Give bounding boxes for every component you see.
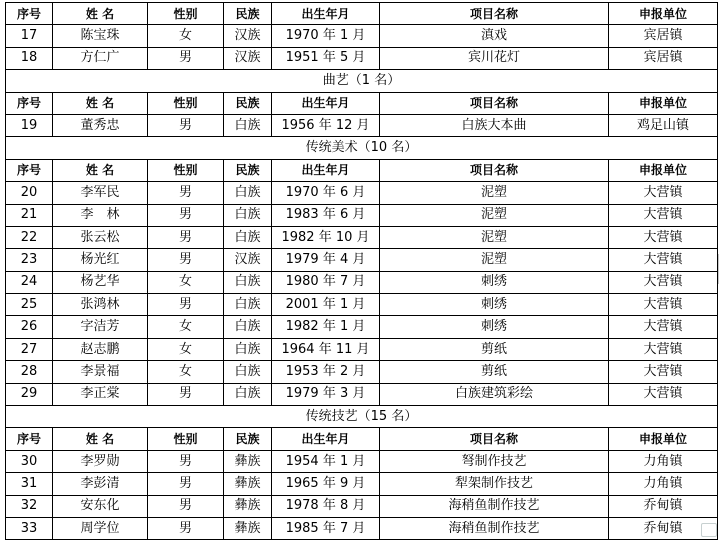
gender-cell: 男 bbox=[148, 182, 224, 204]
project-cell: 犁架制作技艺 bbox=[380, 473, 609, 495]
page-edge-marker bbox=[718, 254, 723, 284]
table-row bbox=[6, 25, 718, 47]
ethnicity-cell: 白族 bbox=[224, 226, 272, 248]
table-row bbox=[6, 47, 718, 69]
birth-header: 出生年月 bbox=[272, 428, 380, 450]
table-row bbox=[6, 338, 718, 360]
seq-header: 序号 bbox=[6, 3, 53, 25]
birth-cell: 1980 年 7 月 bbox=[272, 271, 380, 293]
name-cell: 方仁广 bbox=[53, 47, 148, 69]
name-cell: 安东化 bbox=[53, 495, 148, 517]
section-title: 传统美术（10 名） bbox=[6, 137, 718, 159]
ethnicity-header: 民族 bbox=[224, 92, 272, 114]
header-row bbox=[6, 92, 718, 114]
gender-header: 性别 bbox=[148, 428, 224, 450]
ethnicity-cell: 彝族 bbox=[224, 495, 272, 517]
table-row bbox=[6, 450, 718, 472]
name-header: 姓 名 bbox=[53, 3, 148, 25]
table-row bbox=[6, 495, 718, 517]
table-row bbox=[6, 517, 718, 539]
seq-cell: 23 bbox=[6, 249, 53, 271]
birth-cell: 1970 年 6 月 bbox=[272, 182, 380, 204]
seq-cell: 22 bbox=[6, 226, 53, 248]
gender-cell: 男 bbox=[148, 114, 224, 136]
birth-cell: 2001 年 1 月 bbox=[272, 294, 380, 316]
gender-cell: 女 bbox=[148, 316, 224, 338]
table-row bbox=[6, 114, 718, 136]
seq-cell: 28 bbox=[6, 361, 53, 383]
ethnicity-cell: 白族 bbox=[224, 271, 272, 293]
project-cell: 刺绣 bbox=[380, 316, 609, 338]
ethnicity-cell: 白族 bbox=[224, 204, 272, 226]
header-row bbox=[6, 159, 718, 181]
unit-cell: 大营镇 bbox=[609, 226, 718, 248]
gender-cell: 女 bbox=[148, 25, 224, 47]
birth-cell: 1965 年 9 月 bbox=[272, 473, 380, 495]
name-cell: 张云松 bbox=[53, 226, 148, 248]
unit-header: 申报单位 bbox=[609, 92, 718, 114]
header-row bbox=[6, 3, 718, 25]
ethnicity-cell: 白族 bbox=[224, 182, 272, 204]
unit-cell: 大营镇 bbox=[609, 182, 718, 204]
section-title: 传统技艺（15 名） bbox=[6, 406, 718, 428]
seq-cell: 18 bbox=[6, 47, 53, 69]
seq-cell: 25 bbox=[6, 294, 53, 316]
gender-cell: 女 bbox=[148, 338, 224, 360]
unit-header: 申报单位 bbox=[609, 159, 718, 181]
gender-cell: 男 bbox=[148, 450, 224, 472]
name-cell: 张鸿林 bbox=[53, 294, 148, 316]
table-row bbox=[6, 473, 718, 495]
project-cell: 刺绣 bbox=[380, 294, 609, 316]
name-header: 姓 名 bbox=[53, 92, 148, 114]
ethnicity-cell: 白族 bbox=[224, 338, 272, 360]
project-cell: 剪纸 bbox=[380, 338, 609, 360]
watermark-icon bbox=[701, 523, 717, 537]
project-cell: 剪纸 bbox=[380, 361, 609, 383]
project-cell: 泥塑 bbox=[380, 226, 609, 248]
table-row bbox=[6, 204, 718, 226]
table-row bbox=[6, 383, 718, 405]
unit-cell: 大营镇 bbox=[609, 361, 718, 383]
ethnicity-cell: 彝族 bbox=[224, 450, 272, 472]
birth-cell: 1970 年 1 月 bbox=[272, 25, 380, 47]
section-title: 曲艺（1 名） bbox=[6, 70, 718, 92]
header-row bbox=[6, 428, 718, 450]
birth-cell: 1964 年 11 月 bbox=[272, 338, 380, 360]
unit-cell: 宾居镇 bbox=[609, 47, 718, 69]
gender-header: 性别 bbox=[148, 3, 224, 25]
unit-header: 申报单位 bbox=[609, 428, 718, 450]
gender-cell: 女 bbox=[148, 361, 224, 383]
unit-cell: 乔甸镇 bbox=[609, 517, 718, 539]
ethnicity-header: 民族 bbox=[224, 159, 272, 181]
birth-cell: 1953 年 2 月 bbox=[272, 361, 380, 383]
ethnicity-cell: 彝族 bbox=[224, 473, 272, 495]
heritage-inheritors-table bbox=[5, 2, 718, 540]
birth-cell: 1979 年 3 月 bbox=[272, 383, 380, 405]
ethnicity-cell: 汉族 bbox=[224, 249, 272, 271]
project-cell: 白族大本曲 bbox=[380, 114, 609, 136]
project-cell: 滇戏 bbox=[380, 25, 609, 47]
unit-cell: 大营镇 bbox=[609, 316, 718, 338]
birth-cell: 1954 年 1 月 bbox=[272, 450, 380, 472]
project-cell: 海稍鱼制作技艺 bbox=[380, 517, 609, 539]
ethnicity-cell: 白族 bbox=[224, 383, 272, 405]
unit-cell: 大营镇 bbox=[609, 249, 718, 271]
ethnicity-cell: 彝族 bbox=[224, 517, 272, 539]
unit-cell: 鸡足山镇 bbox=[609, 114, 718, 136]
unit-cell: 大营镇 bbox=[609, 204, 718, 226]
birth-cell: 1978 年 8 月 bbox=[272, 495, 380, 517]
ethnicity-cell: 白族 bbox=[224, 316, 272, 338]
seq-header: 序号 bbox=[6, 92, 53, 114]
seq-cell: 31 bbox=[6, 473, 53, 495]
birth-cell: 1985 年 7 月 bbox=[272, 517, 380, 539]
name-cell: 李正棠 bbox=[53, 383, 148, 405]
project-cell: 泥塑 bbox=[380, 204, 609, 226]
seq-cell: 29 bbox=[6, 383, 53, 405]
unit-cell: 大营镇 bbox=[609, 294, 718, 316]
seq-cell: 24 bbox=[6, 271, 53, 293]
name-cell: 赵志鹏 bbox=[53, 338, 148, 360]
seq-cell: 19 bbox=[6, 114, 53, 136]
ethnicity-cell: 白族 bbox=[224, 114, 272, 136]
gender-cell: 男 bbox=[148, 473, 224, 495]
table-row bbox=[6, 226, 718, 248]
gender-cell: 男 bbox=[148, 204, 224, 226]
ethnicity-header: 民族 bbox=[224, 428, 272, 450]
birth-header: 出生年月 bbox=[272, 3, 380, 25]
name-cell: 陈宝珠 bbox=[53, 25, 148, 47]
table-row bbox=[6, 361, 718, 383]
birth-cell: 1951 年 5 月 bbox=[272, 47, 380, 69]
seq-cell: 21 bbox=[6, 204, 53, 226]
seq-cell: 17 bbox=[6, 25, 53, 47]
gender-cell: 女 bbox=[148, 271, 224, 293]
section-row bbox=[6, 406, 718, 428]
seq-cell: 33 bbox=[6, 517, 53, 539]
project-header: 项目名称 bbox=[380, 92, 609, 114]
project-cell: 弩制作技艺 bbox=[380, 450, 609, 472]
seq-cell: 30 bbox=[6, 450, 53, 472]
name-cell: 李景福 bbox=[53, 361, 148, 383]
ethnicity-cell: 白族 bbox=[224, 294, 272, 316]
unit-cell: 大营镇 bbox=[609, 338, 718, 360]
name-cell: 李罗勋 bbox=[53, 450, 148, 472]
seq-cell: 32 bbox=[6, 495, 53, 517]
gender-cell: 男 bbox=[148, 517, 224, 539]
birth-header: 出生年月 bbox=[272, 159, 380, 181]
unit-cell: 大营镇 bbox=[609, 383, 718, 405]
table-row bbox=[6, 271, 718, 293]
ethnicity-cell: 白族 bbox=[224, 361, 272, 383]
name-cell: 杨光红 bbox=[53, 249, 148, 271]
unit-cell: 乔甸镇 bbox=[609, 495, 718, 517]
section-row bbox=[6, 137, 718, 159]
seq-cell: 20 bbox=[6, 182, 53, 204]
name-cell: 字洁芳 bbox=[53, 316, 148, 338]
section-row bbox=[6, 70, 718, 92]
seq-header: 序号 bbox=[6, 159, 53, 181]
name-cell: 周学位 bbox=[53, 517, 148, 539]
project-cell: 白族建筑彩绘 bbox=[380, 383, 609, 405]
gender-cell: 男 bbox=[148, 495, 224, 517]
project-cell: 泥塑 bbox=[380, 249, 609, 271]
ethnicity-header: 民族 bbox=[224, 3, 272, 25]
unit-cell: 大营镇 bbox=[609, 271, 718, 293]
project-header: 项目名称 bbox=[380, 159, 609, 181]
gender-cell: 男 bbox=[148, 249, 224, 271]
name-header: 姓 名 bbox=[53, 159, 148, 181]
seq-header: 序号 bbox=[6, 428, 53, 450]
birth-cell: 1982 年 1 月 bbox=[272, 316, 380, 338]
project-header: 项目名称 bbox=[380, 428, 609, 450]
project-cell: 刺绣 bbox=[380, 271, 609, 293]
project-header: 项目名称 bbox=[380, 3, 609, 25]
unit-cell: 力角镇 bbox=[609, 473, 718, 495]
birth-cell: 1982 年 10 月 bbox=[272, 226, 380, 248]
gender-cell: 男 bbox=[148, 226, 224, 248]
gender-cell: 男 bbox=[148, 383, 224, 405]
project-cell: 宾川花灯 bbox=[380, 47, 609, 69]
birth-cell: 1956 年 12 月 bbox=[272, 114, 380, 136]
gender-cell: 男 bbox=[148, 47, 224, 69]
ethnicity-cell: 汉族 bbox=[224, 25, 272, 47]
gender-cell: 男 bbox=[148, 294, 224, 316]
unit-header: 申报单位 bbox=[609, 3, 718, 25]
name-cell: 李 林 bbox=[53, 204, 148, 226]
gender-header: 性别 bbox=[148, 92, 224, 114]
table-row bbox=[6, 316, 718, 338]
project-cell: 泥塑 bbox=[380, 182, 609, 204]
table-row bbox=[6, 294, 718, 316]
unit-cell: 宾居镇 bbox=[609, 25, 718, 47]
unit-cell: 力角镇 bbox=[609, 450, 718, 472]
project-cell: 海稍鱼制作技艺 bbox=[380, 495, 609, 517]
name-cell: 李军民 bbox=[53, 182, 148, 204]
ethnicity-cell: 汉族 bbox=[224, 47, 272, 69]
birth-cell: 1983 年 6 月 bbox=[272, 204, 380, 226]
birth-header: 出生年月 bbox=[272, 92, 380, 114]
name-header: 姓 名 bbox=[53, 428, 148, 450]
seq-cell: 27 bbox=[6, 338, 53, 360]
name-cell: 李彭清 bbox=[53, 473, 148, 495]
table-row bbox=[6, 249, 718, 271]
name-cell: 杨艺华 bbox=[53, 271, 148, 293]
seq-cell: 26 bbox=[6, 316, 53, 338]
birth-cell: 1979 年 4 月 bbox=[272, 249, 380, 271]
name-cell: 董秀忠 bbox=[53, 114, 148, 136]
gender-header: 性别 bbox=[148, 159, 224, 181]
table-row bbox=[6, 182, 718, 204]
